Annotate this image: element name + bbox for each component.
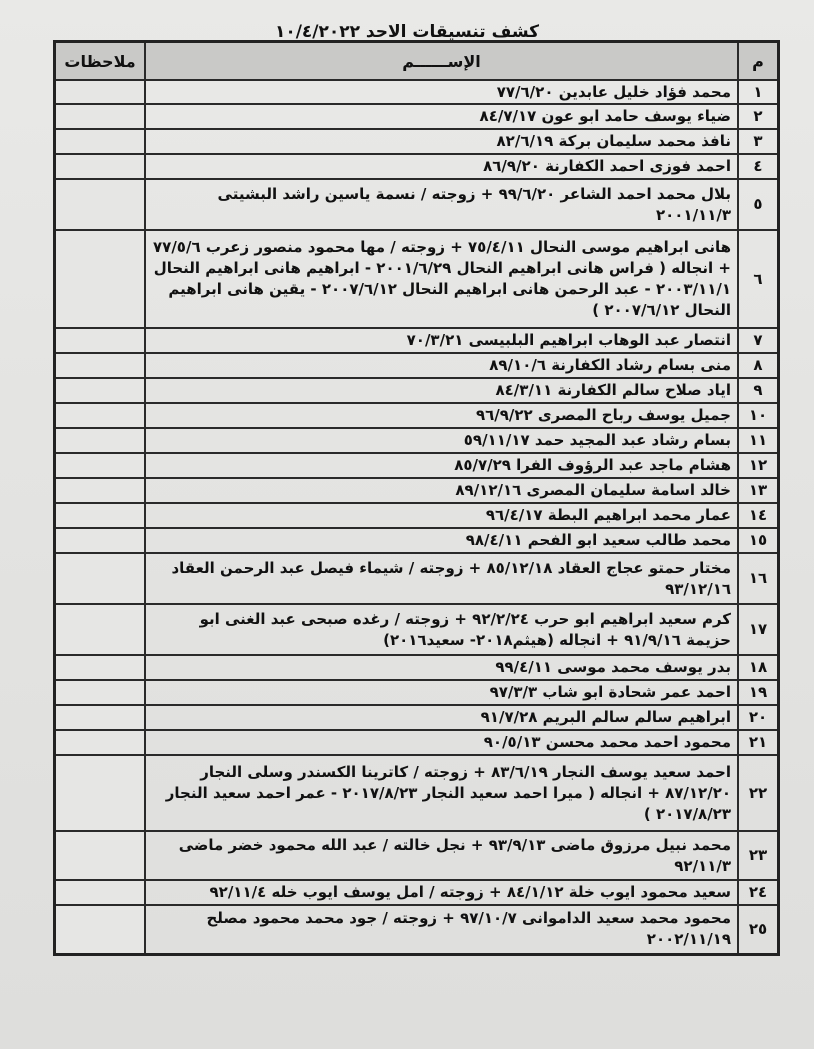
header-notes: ملاحظات — [55, 42, 146, 81]
row-num: ١٩ — [738, 680, 779, 705]
table-row — [55, 154, 779, 179]
row-name: احمد عمر شحادة ابو شاب ٩٧/٣/٣ — [145, 680, 738, 705]
row-notes — [55, 528, 146, 553]
row-notes — [55, 129, 146, 154]
table-row — [55, 403, 779, 428]
table-row — [55, 353, 779, 378]
row-notes — [55, 80, 146, 104]
table-row — [55, 680, 779, 705]
table-row — [55, 80, 779, 104]
header-num: م — [738, 42, 779, 81]
row-name: ضياء يوسف حامد ابو عون ٨٤/٧/١٧ — [145, 104, 738, 129]
row-notes — [55, 230, 146, 328]
row-name: بدر يوسف محمد موسى ٩٩/٤/١١ — [145, 655, 738, 680]
row-num: ١٧ — [738, 604, 779, 655]
row-name: محمود محمد سعيد الداموانى ٩٧/١٠/٧ + زوجته / جود محمد محمود مصلح ٢٠٠٢/١١/١٩ — [145, 905, 738, 954]
table-row — [55, 604, 779, 655]
row-num: ١٣ — [738, 478, 779, 503]
row-notes — [55, 353, 146, 378]
row-name: منى بسام رشاد الكفارنة ٨٩/١٠/٦ — [145, 353, 738, 378]
row-num: ٨ — [738, 353, 779, 378]
row-name: جميل يوسف رباح المصرى ٩٦/٩/٢٢ — [145, 403, 738, 428]
table-row — [55, 179, 779, 230]
row-num: ١٠ — [738, 403, 779, 428]
table-row — [55, 428, 779, 453]
row-num: ٢٣ — [738, 831, 779, 880]
row-name: احمد فوزى احمد الكفارنة ٨٦/٩/٢٠ — [145, 154, 738, 179]
table-row — [55, 378, 779, 403]
row-name: خالد اسامة سليمان المصرى ٨٩/١٢/١٦ — [145, 478, 738, 503]
row-notes — [55, 403, 146, 428]
row-name: هانى ابراهيم موسى النحال ٧٥/٤/١١ + زوجته / مها محمود منصور زعرب ٧٧/٥/٦ + انجاله ( فراس هانى ابراهيم النحال ٢٠٠١/٦/٢٩ - ابراهيم هانى ابراهيم النحال ٢٠٠٣/١١/١ - عبد الرحمن هانى ابراهيم النحال ٢٠٠٧/٦/١٢ - يقين هانى ابراهيم النحال ٢٠٠٧/٦/١٢ ) — [145, 230, 738, 328]
table-body — [55, 80, 779, 954]
row-notes — [55, 453, 146, 478]
table-row — [55, 730, 779, 755]
row-name: سعيد محمود ايوب خلة ٨٤/١/١٢ + زوجته / امل يوسف ايوب خله ٩٢/١١/٤ — [145, 880, 738, 905]
table-row — [55, 129, 779, 154]
table-row — [55, 880, 779, 905]
row-notes — [55, 680, 146, 705]
row-name: ابراهيم سالم سالم البريم ٩١/٧/٢٨ — [145, 705, 738, 730]
row-num: ٤ — [738, 154, 779, 179]
table-row — [55, 230, 779, 328]
row-notes — [55, 880, 146, 905]
table-row — [55, 104, 779, 129]
row-name: هشام ماجد عبد الرؤوف الفرا ٨٥/٧/٢٩ — [145, 453, 738, 478]
row-name: مختار حمتو عجاج العقاد ٨٥/١٢/١٨ + زوجته / شيماء فيصل عبد الرحمن العقاد ٩٣/١٢/١٦ — [145, 553, 738, 604]
row-num: ٢٥ — [738, 905, 779, 954]
table-row — [55, 503, 779, 528]
row-name: محمود احمد محمد محسن ٩٠/٥/١٣ — [145, 730, 738, 755]
row-notes — [55, 831, 146, 880]
row-num: ٩ — [738, 378, 779, 403]
table-row — [55, 528, 779, 553]
table-row — [55, 453, 779, 478]
row-name: اياد صلاح سالم الكفارنة ٨٤/٣/١١ — [145, 378, 738, 403]
row-num: ٧ — [738, 328, 779, 353]
table-row — [55, 553, 779, 604]
row-num: ٢٢ — [738, 755, 779, 831]
row-notes — [55, 428, 146, 453]
row-num: ١١ — [738, 428, 779, 453]
row-name: محمد طالب سعيد ابو الفحم ٩٨/٤/١١ — [145, 528, 738, 553]
row-notes — [55, 179, 146, 230]
row-name: نافذ محمد سليمان بركة ٨٢/٦/١٩ — [145, 129, 738, 154]
row-num: ١٢ — [738, 453, 779, 478]
table-row — [55, 478, 779, 503]
row-name: بلال محمد احمد الشاعر ٩٩/٦/٢٠ + زوجته / نسمة ياسين راشد البشيتى ٢٠٠١/١١/٣ — [145, 179, 738, 230]
table-row — [55, 905, 779, 954]
document-title: كشف تنسيقات الاحد ١٠/٤/٢٠٢٢ — [274, 22, 540, 42]
row-notes — [55, 104, 146, 129]
row-num: ٥ — [738, 179, 779, 230]
row-notes — [55, 154, 146, 179]
row-notes — [55, 604, 146, 655]
row-notes — [55, 755, 146, 831]
row-notes — [55, 378, 146, 403]
names-table — [53, 40, 780, 956]
row-num: ٣ — [738, 129, 779, 154]
row-name: محمد فؤاد خليل عابدين ٧٧/٦/٢٠ — [145, 80, 738, 104]
row-num: ٦ — [738, 230, 779, 328]
row-num: ٢٤ — [738, 880, 779, 905]
row-name: محمد نبيل مرزوق ماضى ٩٣/٩/١٣ + نجل خالته / عبد الله محمود خضر ماضى ٩٢/١١/٣ — [145, 831, 738, 880]
row-num: ١٨ — [738, 655, 779, 680]
row-notes — [55, 905, 146, 954]
table-row — [55, 328, 779, 353]
row-notes — [55, 705, 146, 730]
row-num: ١ — [738, 80, 779, 104]
row-num: ٢٠ — [738, 705, 779, 730]
row-notes — [55, 553, 146, 604]
row-name: عمار محمد ابراهيم البطة ٩٦/٤/١٧ — [145, 503, 738, 528]
row-name: كرم سعيد ابراهيم ابو حرب ٩٢/٢/٢٤ + زوجته / رغده صبحى عبد الغنى ابو حزيمة ٩١/٩/١٦ + انجاله (هيثم٢٠١٨- سعيد٢٠١٦) — [145, 604, 738, 655]
table-row — [55, 705, 779, 730]
row-name: بسام رشاد عبد المجيد حمد ٥٩/١١/١٧ — [145, 428, 738, 453]
table-row — [55, 655, 779, 680]
row-num: ١٥ — [738, 528, 779, 553]
header-name: الإســــــم — [145, 42, 738, 81]
row-notes — [55, 328, 146, 353]
row-num: ١٤ — [738, 503, 779, 528]
row-num: ٢ — [738, 104, 779, 129]
row-notes — [55, 503, 146, 528]
row-num: ٢١ — [738, 730, 779, 755]
row-num: ١٦ — [738, 553, 779, 604]
row-name: احمد سعيد يوسف النجار ٨٣/٦/١٩ + زوجته / كاترينا الكسندر وسلى النجار ٨٧/١٢/٢٠ + انجاله ( ميرا احمد سعيد النجار ٢٠١٧/٨/٢٣ - عمر احمد سعيد النجار ٢٠١٧/٨/٢٣ ) — [145, 755, 738, 831]
row-notes — [55, 655, 146, 680]
table-header-row — [55, 42, 779, 81]
row-notes — [55, 730, 146, 755]
row-name: انتصار عبد الوهاب ابراهيم البلبيسى ٧٠/٣/٢١ — [145, 328, 738, 353]
row-notes — [55, 478, 146, 503]
table-row — [55, 755, 779, 831]
table-row — [55, 831, 779, 880]
